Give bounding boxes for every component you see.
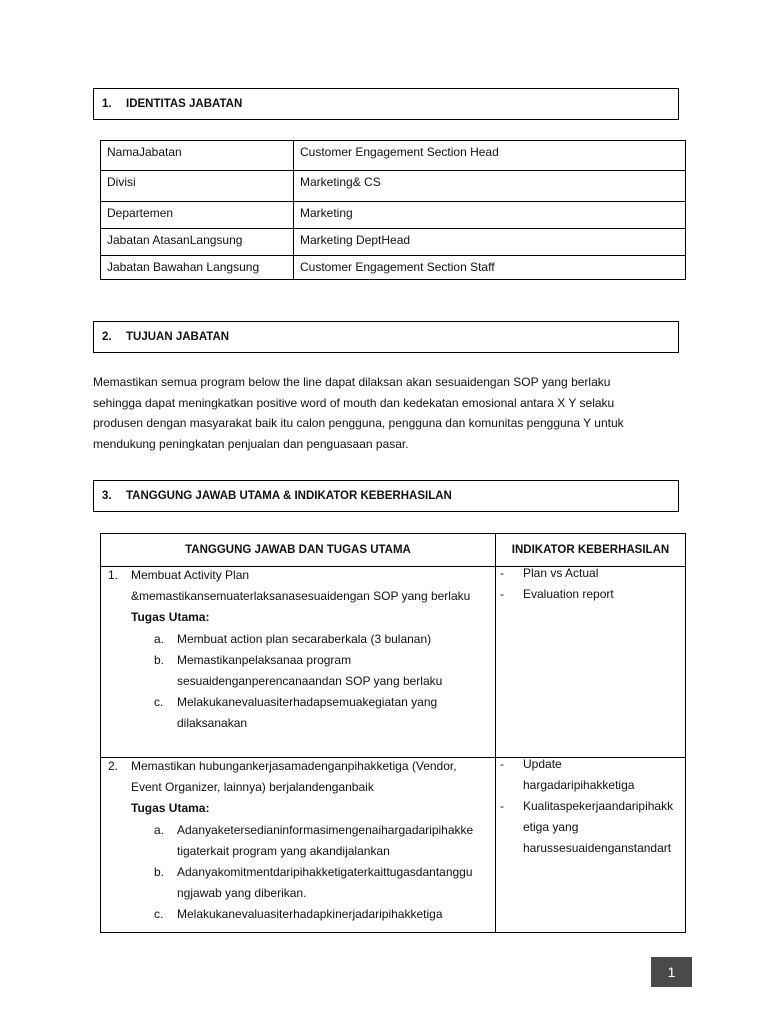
identity-key: Jabatan AtasanLangsung: [101, 229, 294, 256]
section-3-number: 3.: [102, 490, 112, 502]
responsibility-row-2: [101, 758, 686, 933]
identity-key: Divisi: [101, 171, 294, 202]
identity-key: Jabatan Bawahan Langsung: [101, 256, 294, 280]
task-marker: b.: [154, 653, 165, 667]
indicator-dash: -: [500, 757, 504, 771]
tasks-label: Tugas Utama:: [131, 610, 210, 624]
page-number: 1: [651, 957, 692, 987]
task-text: sesuaidenganperencanaandan SOP yang berlaku: [177, 674, 443, 688]
responsibility-cell: [101, 567, 496, 758]
task-marker: a.: [154, 823, 165, 837]
task-text: tigaterkait program yang akandijalankan: [177, 844, 390, 858]
task-text: ngjawab yang diberikan.: [177, 886, 307, 900]
responsibilities-header-row: [101, 534, 686, 567]
responsibility-text: Event Organizer, lainnya) berjalandenganbaik: [131, 780, 374, 794]
section-1-header: [93, 88, 679, 120]
identity-value: Customer Engagement Section Staff: [294, 256, 686, 280]
identity-value: Marketing DeptHead: [294, 229, 686, 256]
task-text: Adanyakomitmentdaripihakketigaterkaittugasdantanggu: [177, 865, 473, 879]
responsibility-text: &memastikansemuaterlaksanasesuaidengan SOP yang berlaku: [131, 589, 471, 603]
purpose-line: mendukung peningkatan penjualan dan penguasaan pasar.: [93, 436, 409, 451]
indicator-text: Plan vs Actual: [523, 566, 599, 580]
task-text: dilaksanakan: [177, 716, 248, 730]
section-2-number: 2.: [102, 331, 112, 343]
indicator-text: Kualitaspekerjaandaripihakk: [523, 799, 674, 813]
task-marker: c.: [154, 907, 164, 921]
item-number: 2.: [108, 759, 119, 773]
section-2-title: TUJUAN JABATAN: [126, 331, 230, 343]
indicator-text: etiga yang: [523, 820, 579, 834]
identity-value: Marketing: [294, 202, 686, 229]
task-marker: c.: [154, 695, 164, 709]
identity-row: [101, 256, 686, 280]
section-3-title: TANGGUNG JAWAB UTAMA & INDIKATOR KEBERHASILAN: [126, 490, 452, 502]
purpose-line: Memastikan semua program below the line dapat dilaksan akan sesuaidengan SOP yang berlaku: [93, 375, 611, 389]
task-marker: b.: [154, 865, 165, 879]
indicator-text: Update: [523, 757, 562, 771]
responsibilities-table: [100, 533, 686, 933]
identity-row: [101, 171, 686, 202]
section-3-header: [93, 480, 679, 512]
identity-row: [101, 229, 686, 256]
identity-value: Customer Engagement Section Head: [294, 141, 686, 171]
task-text: Memastikanpelaksanaa program: [177, 653, 352, 667]
section-1-title: IDENTITAS JABATAN: [126, 98, 243, 110]
indicator-dash: -: [500, 587, 504, 601]
task-text: Melakukanevaluasiterhadapkinerjadaripihakketiga: [177, 907, 443, 921]
purpose-line: sehingga dapat meningkatkan positive word of mouth dan kedekatan emosional antara X Y selaku: [93, 395, 615, 410]
task-text: Membuat action plan secaraberkala (3 bulanan): [177, 632, 432, 646]
header-responsibilities: TANGGUNG JAWAB DAN TUGAS UTAMA: [101, 534, 496, 567]
task-marker: a.: [154, 632, 165, 646]
identity-row: [101, 202, 686, 229]
section-1-number: 1.: [102, 98, 112, 110]
indicator-cell: [496, 567, 686, 758]
item-number: 1.: [108, 568, 119, 582]
identity-row: [101, 141, 686, 171]
responsibility-text: Membuat Activity Plan: [131, 568, 250, 582]
section-2-header: [93, 321, 679, 353]
header-indicators: INDIKATOR KEBERHASILAN: [496, 534, 686, 567]
task-text: Adanyaketersedianinformasimengenaihargadaripihakke: [177, 823, 474, 837]
responsibility-text: Memastikan hubungankerjasamadenganpihakketiga (Vendor,: [131, 759, 457, 773]
tasks-label: Tugas Utama:: [131, 801, 210, 815]
indicator-text: harussesuaidenganstandart: [523, 841, 672, 855]
indicator-text: Evaluation report: [523, 587, 614, 601]
identity-table: [100, 140, 686, 280]
responsibility-cell: [101, 758, 496, 933]
purpose-line: produsen dengan masyarakat baik itu calon pengguna, pengguna dan komunitas pengguna Y untuk: [93, 416, 624, 431]
identity-key: NamaJabatan: [101, 141, 294, 171]
indicator-dash: -: [500, 799, 504, 813]
identity-value: Marketing& CS: [294, 171, 686, 202]
indicator-text: hargadaripihakketiga: [523, 778, 635, 792]
responsibility-row-1: [101, 567, 686, 758]
task-text: Melakukanevaluasiterhadapsemuakegiatan yang: [177, 695, 438, 709]
indicator-dash: -: [500, 566, 504, 580]
indicator-cell: [496, 758, 686, 933]
purpose-paragraph: [93, 372, 683, 454]
identity-key: Departemen: [101, 202, 294, 229]
